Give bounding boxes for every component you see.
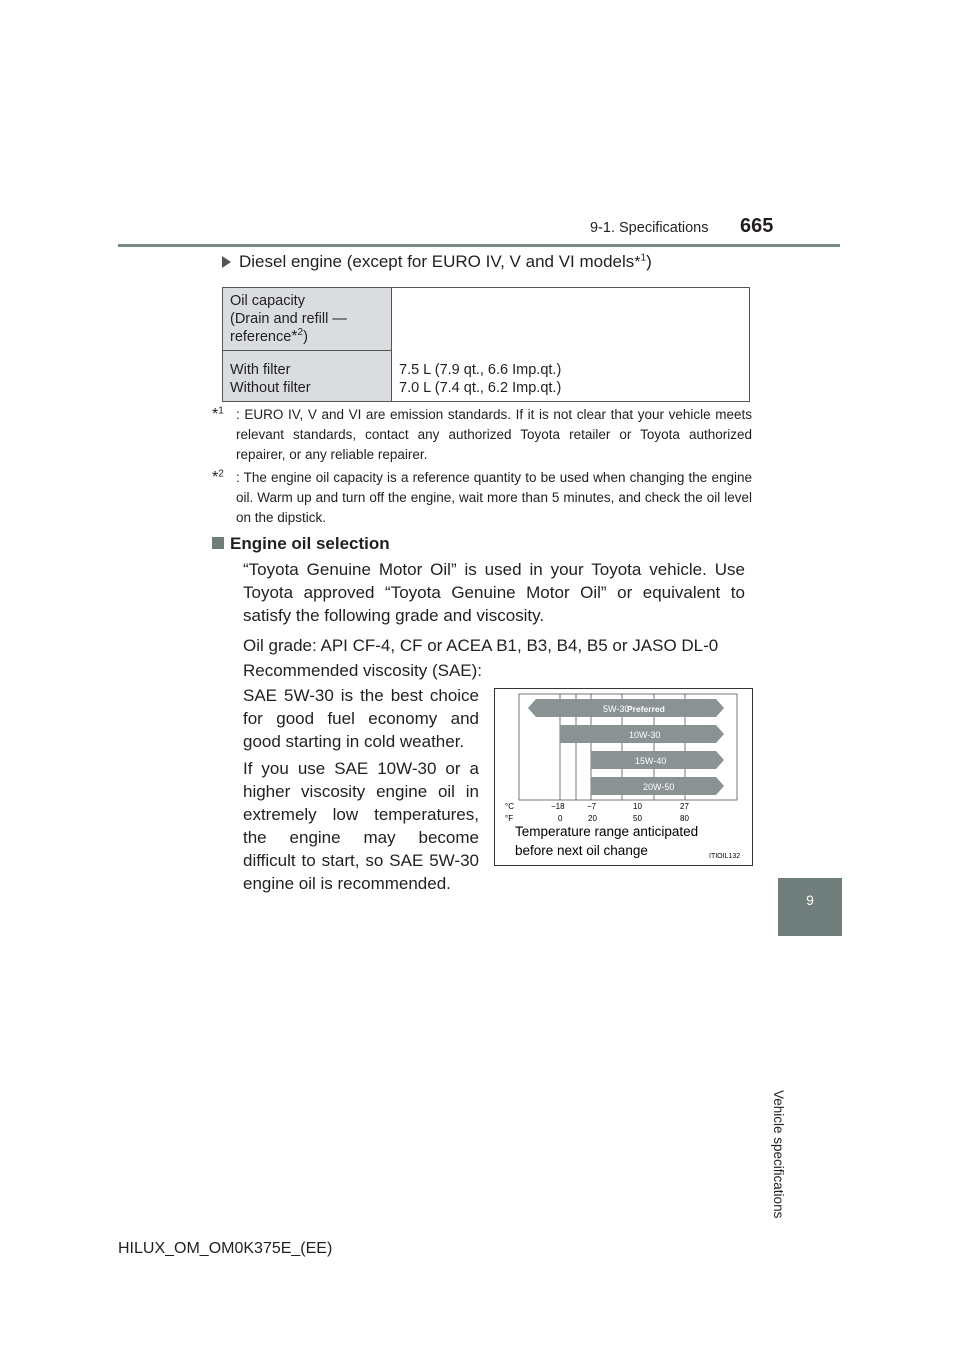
section-title: 9-1. Specifications (590, 220, 709, 236)
label-15w-40: 15W-40 (635, 756, 667, 766)
filter-values: 7.5 L (7.9 qt., 6.6 Imp.qt.) 7.0 L (7.4 qt., 6.2 Imp.qt.) (392, 351, 750, 402)
viscosity-paragraph-1: SAE 5W-30 is the best choice for good fuel economy and good starting in cold weather. (243, 686, 479, 751)
label-5w-30: 5W-30 (603, 704, 630, 714)
footnote-2: *$^2$ : The engine oil capacity is a reference quantity to be used when changing the engine oil. Warm up and turn off the engine, wait more than 5 minutes, and check the oil level on the dipstick. (212, 468, 752, 525)
viscosity-paragraph-2: If you use SAE 10W-30 or a higher viscosity engine oil in extremely low temperatures, the engine may become difficult to start, so SAE 5W-30 engine oil is recommended. (243, 759, 479, 893)
footnote-1: *$^1$ : EURO IV, V and VI are emission standards. If it is not clear that your vehicle meets relevant standards, contact any authorized Toyota retailer or Toyota authorized repairer, or any reliable repairer. (212, 405, 752, 462)
oil-capacity-table (222, 287, 750, 402)
celsius-tick: 10 (633, 802, 642, 811)
celsius-tick: −18 (551, 802, 565, 811)
fahrenheit-label: °F (505, 814, 514, 823)
intro-paragraph: “Toyota Genuine Motor Oil” is used in your Toyota vehicle. Use Toyota approved “Toyota Genuine Motor Oil” or equivalent to satisfy the following grade and viscosity. (243, 560, 745, 625)
celsius-label: °C (505, 802, 514, 811)
document-code: HILUX_OM_OM0K375E_(EE) (118, 1240, 333, 1257)
engine-oil-selection-heading: Engine oil selection (212, 534, 390, 554)
label-10w-30: 10W-30 (629, 730, 661, 740)
oil-grade: Oil grade: API CF-4, CF or ACEA B1, B3, B4, B5 or JASO DL-0 (243, 636, 719, 655)
figure-code: ITIOIL132 (709, 853, 741, 860)
header-divider (118, 244, 840, 247)
chapter-tab: 9 (778, 878, 842, 936)
fahrenheit-tick: 80 (680, 814, 689, 823)
viscosity-chart (494, 688, 753, 866)
caption-line-2: before next oil change (515, 843, 648, 858)
square-bullet-icon (212, 537, 224, 549)
chapter-label: Vehicle specifications (771, 1090, 786, 1219)
page-number: 665 (740, 215, 774, 237)
celsius-tick: 27 (680, 802, 689, 811)
label-preferred: Preferred (627, 704, 665, 714)
viscosity-chart-svg (495, 689, 752, 865)
oil-capacity-label: Oil capacity (Drain and refill — reference*$^2$) (223, 288, 392, 351)
recommended-viscosity: Recommended viscosity (SAE): (243, 661, 483, 680)
celsius-tick: −7 (587, 802, 597, 811)
caption-line-1: Temperature range anticipated (515, 824, 699, 839)
diesel-heading: Diesel engine (except for EURO IV, V and VI models*$^1$) (222, 252, 652, 272)
label-20w-50: 20W-50 (643, 782, 675, 792)
fahrenheit-tick: 20 (588, 814, 597, 823)
fahrenheit-tick: 0 (558, 814, 563, 823)
filter-labels: With filter Without filter (223, 351, 392, 402)
triangle-bullet-icon (222, 256, 231, 268)
fahrenheit-tick: 50 (633, 814, 642, 823)
